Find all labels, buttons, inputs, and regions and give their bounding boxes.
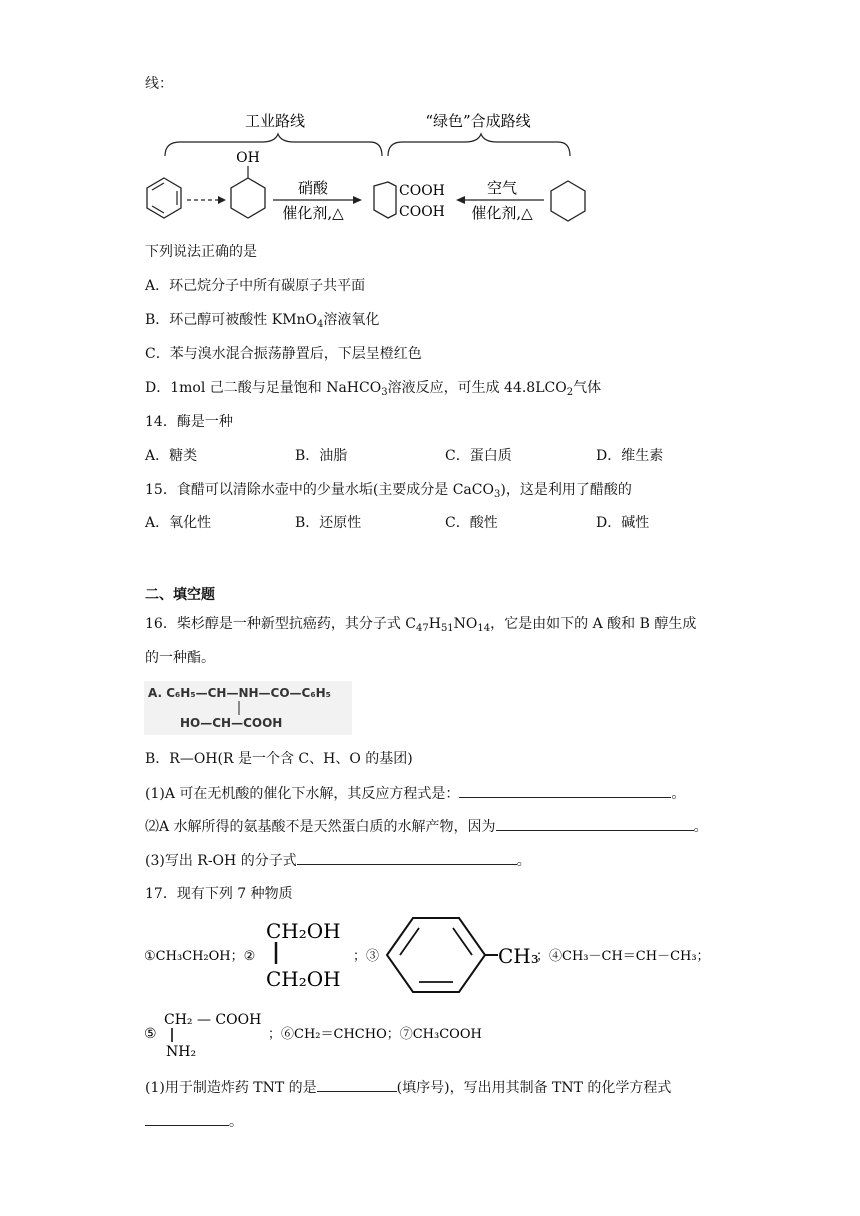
compound-4: ；④CH₃－CH＝CH－CH₃； [536, 949, 710, 964]
q16-part1: (1)A 可在无机酸的催化下水解，其反应方程式是： 。 [145, 783, 685, 804]
q15-option-b: B．还原性 [295, 515, 362, 531]
green-route-label: “绿色”合成路线 [425, 112, 531, 130]
q15-option-d: D．碱性 [596, 515, 650, 531]
q13-option-d: D．1mol 己二酸与足量饱和 NaHCO$_3$溶液反应，可生成 $44.8LCO_2$气体 [145, 380, 602, 398]
q15-option-c: C．酸性 [445, 515, 498, 531]
q15-option-a: A．氧化性 [145, 515, 212, 531]
compound-sep-3: ；③ [353, 949, 380, 964]
compound-1: ①CH₃CH₂OH；② [144, 949, 256, 964]
ch2oh-bottom: CH₂OH [266, 967, 341, 991]
toluene-ring [387, 918, 498, 992]
green-brace [388, 134, 570, 156]
q13-option-b: B．环己醇可被酸性 KMnO$_4$溶液氧化 [145, 312, 380, 330]
glycine-top: CH₂ — COOH [164, 1012, 262, 1028]
structure-a-row2: HO—CH—COOH [180, 716, 283, 730]
structure-a-row1: A. C₆H₅—CH—NH—CO—C₆H₅ [148, 686, 331, 700]
q14-option-c: C．蛋白质 [445, 448, 512, 464]
q15-stem: 15．食醋可以清除水壶中的少量水垢(主要成分是 CaCO$_3$)，这是利用了醋酸的 [145, 482, 632, 500]
q16-b-line: B．R—OH(R 是一个含 C、H、O 的基团) [145, 751, 413, 767]
q16-part3: (3)写出 R-OH 的分子式 。 [145, 850, 531, 871]
reaction-scheme [140, 104, 600, 234]
q14-option-d: D．维生素 [596, 448, 664, 464]
cyclohexane-ring [551, 181, 585, 221]
glycine-bottom: NH₂ [166, 1044, 197, 1060]
q17-part1-line1: (1)用于制造炸药 TNT 的是 (填序号)，写出用其制备 TNT 的化学方程式 [145, 1077, 671, 1098]
q16-stem-line2: 的一种酯。 [145, 650, 215, 666]
reagent2-top: 空气 [486, 179, 518, 197]
cyclohexanol-ring [231, 166, 265, 218]
oh-label: OH [236, 150, 260, 166]
q14-option-a: A．糖类 [145, 448, 198, 464]
reagent2-bottom: 催化剂,△ [471, 204, 533, 222]
cooh-top: COOH [399, 183, 445, 199]
reagent1-bottom: 催化剂,△ [282, 204, 344, 222]
structure-a-image [144, 681, 352, 735]
industrial-route-label: 工业路线 [244, 112, 306, 130]
q14-option-b: B．油脂 [295, 448, 348, 464]
industrial-brace [165, 134, 382, 156]
q14-stem: 14．酶是一种 [145, 414, 233, 430]
compound-5-number: ⑤ [144, 1026, 157, 1042]
q13-option-a: A．环己烷分子中所有碳原子共平面 [145, 278, 366, 294]
q17-part1-line2: 。 [145, 1111, 243, 1132]
adipic-acid-ring [374, 182, 396, 218]
q13-stem: 下列说法正确的是 [145, 244, 257, 260]
q17-compounds-row2 [140, 1006, 560, 1062]
benzene-ring [147, 178, 181, 218]
cooh-bottom: COOH [399, 204, 445, 220]
q16-part2: ⑵A 水解所得的氨基酸不是天然蛋白质的水解产物，因为 。 [145, 816, 708, 837]
reagent1-top: 硝酸 [297, 179, 329, 197]
intro-text: 线： [145, 76, 173, 92]
ch3-label: CH₃ [498, 944, 539, 968]
ch2oh-top: CH₂OH [266, 919, 341, 943]
q16-stem-line1: 16．柴杉醇是一种新型抗癌药，其分子式 $C_{47}H_{51}NO_{14}$，它是由如下的 A 酸和 B 醇生成 [145, 616, 697, 634]
section-heading: 二、填空题 [145, 587, 215, 603]
q17-stem: 17．现有下列 7 种物质 [145, 886, 293, 902]
q13-option-c: C．苯与溴水混合振荡静置后，下层呈橙红色 [145, 346, 422, 362]
compound-6-7: ；⑥CH₂＝CHCHO；⑦CH₃COOH [268, 1027, 482, 1042]
q17-compounds-row1 [140, 910, 730, 1000]
